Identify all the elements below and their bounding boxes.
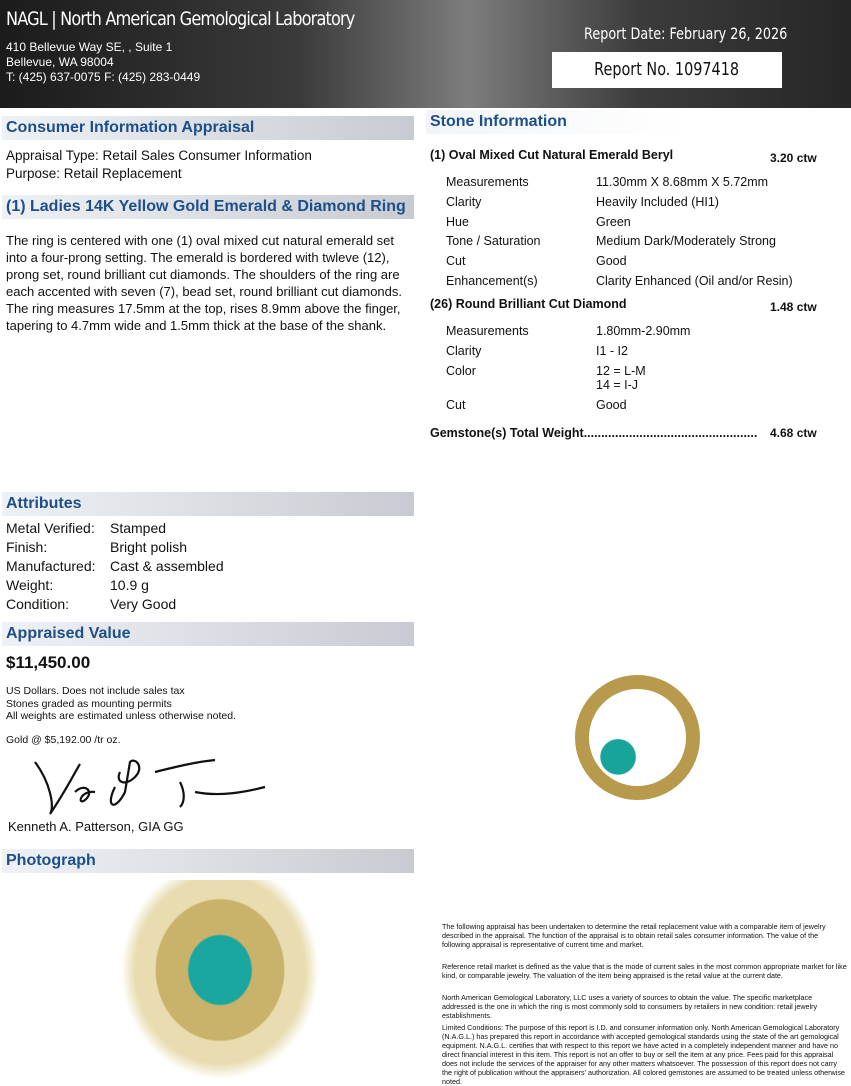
report-header [0, 0, 851, 108]
ring-photo-side [575, 675, 700, 800]
stone-1-value: Heavily Included (HI1) [596, 194, 719, 209]
stone-1-value: Green [596, 214, 631, 229]
ring-photo-top [120, 880, 320, 1080]
photograph-heading: Photograph [2, 849, 414, 873]
stone-1-value: Good [596, 254, 627, 269]
stone-2-ctw: 1.48 ctw [770, 300, 817, 314]
report-date: Report Date: February 26, 2026 [584, 24, 788, 43]
stone-1-title: (1) Oval Mixed Cut Natural Emerald Beryl [430, 148, 674, 162]
attribute-label: Weight: [6, 577, 54, 593]
attribute-value: 10.9 g [110, 577, 149, 593]
value-note-3: All weights are estimated unless otherwise noted. [6, 710, 236, 722]
appraiser-name: Kenneth A. Patterson, GIA GG [8, 819, 184, 834]
attribute-row [6, 520, 166, 536]
report-number-text: Report No. 1097418 [594, 59, 740, 80]
attribute-value: Stamped [110, 520, 167, 536]
gold-price: Gold @ $5,192.00 /tr oz. [6, 734, 121, 746]
attribute-row [6, 558, 224, 574]
stone-1-label: Measurements [446, 175, 529, 189]
stone-2-title: (26) Round Brilliant Cut Diamond [430, 297, 627, 311]
appraisal-type: Appraisal Type: Retail Sales Consumer Information [6, 148, 312, 163]
phone-fax: T: (425) 637-0075 F: (425) 283-0449 [6, 70, 201, 84]
stone-2-value: I1 - I2 [596, 344, 628, 358]
stone-2-value: 14 = I-J [596, 378, 639, 392]
consumer-heading: Consumer Information Appraisal [2, 116, 414, 140]
attribute-value: Bright polish [110, 539, 188, 555]
disclaimer-paragraph: The following appraisal has been undertaken to determine the retail replacement value with a comparable item of jewelry described in the appraisal. The function of the appraisal is to obtain retail sales consumer information. The value of the following appraisal is representative of current time and market. [442, 922, 826, 949]
item-title: (1) Ladies 14K Yellow Gold Emerald & Diamond Ring [2, 195, 414, 219]
stone-1-label: Enhancement(s) [446, 274, 538, 288]
stone-2-value: 1.80mm-2.90mm [596, 324, 691, 338]
appraisal-purpose: Purpose: Retail Replacement [6, 166, 182, 181]
stone-2-label: Clarity [446, 344, 482, 358]
appraised-amount: $11,450.00 [6, 653, 91, 672]
disclaimer-paragraph: North American Gemological Laboratory, LLC uses a variety of sources to obtain the value. The specific marketplace addressed is the one in which the ring is most commonly sold to consumers by retailers in new condition: retail jewelry establishments. [442, 993, 818, 1020]
stone-2-value: 12 = L-M [596, 364, 646, 378]
stone-2-label: Color [446, 364, 476, 378]
stone-1-value: Clarity Enhanced (Oil and/or Resin) [596, 274, 793, 288]
total-weight-value: 4.68 ctw [770, 426, 817, 440]
stone-1-label: Hue [446, 214, 469, 229]
attribute-value: Very Good [110, 596, 177, 612]
total-weight-label: Gemstone(s) Total Weight.................................................. [430, 426, 758, 440]
report-number [552, 52, 782, 88]
attribute-label: Metal Verified: [6, 520, 95, 536]
attribute-row [6, 539, 187, 555]
address-line-1: 410 Bellevue Way SE, , Suite 1 [6, 40, 173, 54]
stone-1-label: Cut [446, 254, 466, 269]
item-description: The ring is centered with one (1) oval mixed cut natural emerald set into a four-prong setting. The emerald is bordered with twleve (12), prong set, round brilliant cut diamonds. The shoulders of the ring are each accented with seven (7), bead set, round brilliant cut diamonds. The ring measures 17.5mm at the top, rises 8.9mm above the finger, tapering to 4.7mm wide and 1.5mm thick at the base of the shank. [6, 233, 403, 333]
attribute-label: Condition: [6, 596, 70, 612]
appraised-value-heading: Appraised Value [2, 622, 414, 646]
attribute-row [6, 596, 176, 612]
stone-2-label: Cut [446, 398, 466, 412]
stone-2-value: Good [596, 398, 627, 412]
stone-1-label: Tone / Saturation [446, 234, 541, 249]
attribute-value: Cast & assembled [110, 558, 224, 574]
address-line-2: Bellevue, WA 98004 [6, 55, 114, 69]
attribute-row [6, 577, 149, 593]
signature-image [20, 752, 280, 822]
stone-2-label: Measurements [446, 324, 529, 338]
stone-1-ctw: 3.20 ctw [770, 151, 817, 165]
attributes-heading: Attributes [2, 492, 414, 516]
disclaimer-paragraph: Limited Conditions: The purpose of this report is I.D. and consumer information only. North American Gemological Laboratory (N.A.G.L.) has prepared this report in accordance with accepted gemological standards using the state of the art gemological equipment. N.A.G.L. certifies that with respect to this report we have acted in a completely independent manner and have no direct financial interest in this item. This report is not an offer to buy or sell the item at any price. Fees paid for this appraisal does not include the services of the appraiser for any other matters whatsoever. The possession of this report does not carry the right of publication without the appraisers' authorization. All colored gemstones are assumed to be treated unless otherwise noted. [442, 1023, 845, 1086]
stone-1-value: 11.30mm X 8.68mm X 5.72mm [596, 175, 769, 189]
value-note-1: US Dollars. Does not include sales tax [6, 685, 185, 697]
value-note-2: Stones graded as mounting permits [6, 698, 172, 710]
stone-1-label: Clarity [446, 194, 482, 209]
stone-heading: Stone Information [426, 110, 686, 134]
disclaimer-paragraph: Reference retail market is defined as the value that is the mode of current sales in the most common appropriate market for like kind, or comparable jewelry. The valuation of the item being appraised is the retail value at the current date. [442, 962, 847, 980]
attribute-label: Finish: [6, 539, 48, 555]
attribute-label: Manufactured: [6, 558, 96, 574]
stone-1-value: Medium Dark/Moderately Strong [596, 234, 776, 249]
lab-name: NAGL | North American Gemological Laboratory [6, 8, 355, 30]
